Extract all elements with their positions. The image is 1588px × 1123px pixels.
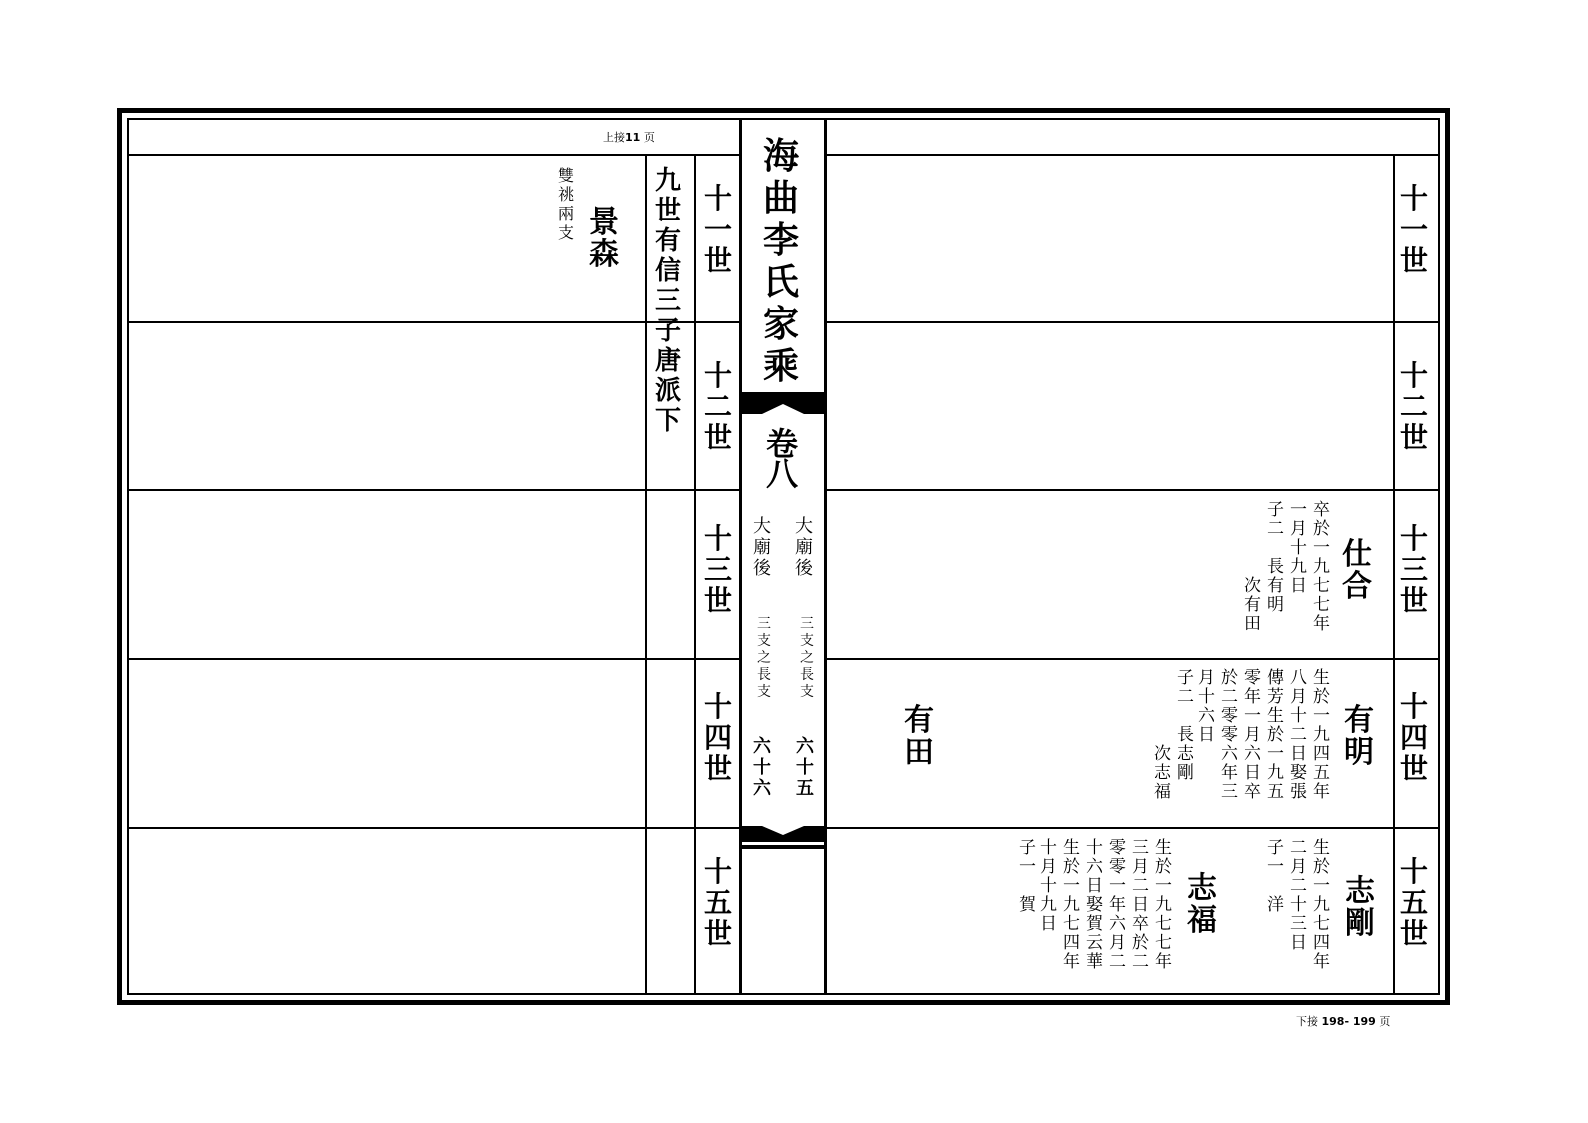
glyph: 零 <box>1221 725 1238 745</box>
glyph: 日 <box>1244 763 1261 783</box>
glyph: 十 <box>704 690 733 723</box>
glyph: 一 <box>1155 876 1172 896</box>
glyph: 一 <box>704 213 733 246</box>
glyph: 世 <box>1400 917 1429 950</box>
glyph: 年 <box>1063 952 1080 972</box>
glyph: 五 <box>1267 782 1284 802</box>
glyph: 世 <box>1400 584 1429 617</box>
glyph: 十 <box>704 359 733 392</box>
glyph: 零 <box>1109 857 1126 877</box>
right-row-line <box>826 827 1438 829</box>
glyph: 有 <box>1267 576 1284 596</box>
glyph: 卒 <box>1313 500 1330 520</box>
glyph: 三 <box>757 616 771 632</box>
glyph: 八 <box>1290 668 1307 688</box>
glyph: 九 <box>1267 763 1284 783</box>
glyph: 大 <box>795 516 813 537</box>
glyph: 兩 <box>558 204 575 223</box>
glyph: 之 <box>800 650 814 666</box>
glyph: 月 <box>1109 933 1126 953</box>
glyph: 六 <box>753 736 771 757</box>
bottom-note-suffix: 页 <box>1379 1015 1391 1028</box>
glyph: 曲 <box>763 177 800 219</box>
glyph: 景 <box>589 205 619 240</box>
glyph: 福 <box>1154 782 1171 802</box>
glyph: 月 <box>1290 857 1307 877</box>
glyph: 年 <box>1313 614 1330 634</box>
glyph: 世 <box>655 196 682 226</box>
top-note-suffix: 页 <box>643 131 655 144</box>
glyph: 七 <box>1155 914 1172 934</box>
glyph: 二 <box>1290 725 1307 745</box>
glyph: 月 <box>1290 519 1307 539</box>
glyph: 四 <box>704 721 733 754</box>
glyph: 五 <box>796 778 814 799</box>
glyph: 長 <box>757 667 771 683</box>
glyph: 十 <box>1290 538 1307 558</box>
glyph: 月 <box>1040 857 1057 877</box>
bottom-note-prefix: 下接 <box>1296 1015 1318 1028</box>
glyph: 剛 <box>1177 763 1194 783</box>
glyph: 十 <box>796 757 814 778</box>
glyph: 三 <box>1221 782 1238 802</box>
glyph: 一 <box>1267 744 1284 764</box>
glyph: 十 <box>1040 838 1057 858</box>
glyph: 年 <box>1313 782 1330 802</box>
glyph: 年 <box>1313 952 1330 972</box>
glyph: 七 <box>1063 914 1080 934</box>
glyph: 二 <box>1290 838 1307 858</box>
glyph: 七 <box>1313 914 1330 934</box>
glyph: 長 <box>800 667 814 683</box>
glyph: 有 <box>1244 595 1261 615</box>
glyph: 合 <box>1342 569 1372 604</box>
glyph: 十 <box>1400 690 1429 723</box>
glyph: 於 <box>1155 857 1172 877</box>
bottom-continuation-note <box>1296 1013 1390 1029</box>
glyph: 田 <box>1244 614 1261 634</box>
glyph: 森 <box>589 237 619 272</box>
glyph: 之 <box>757 650 771 666</box>
glyph: 剛 <box>1345 906 1375 941</box>
glyph: 十 <box>1040 876 1057 896</box>
glyph: 二 <box>1109 952 1126 972</box>
glyph: 八 <box>766 455 799 493</box>
glyph: 李 <box>763 219 800 261</box>
glyph: 信 <box>655 256 682 286</box>
glyph: 世 <box>704 244 733 277</box>
glyph: 子 <box>1267 500 1284 520</box>
glyph: 二 <box>1290 876 1307 896</box>
glyph: 派 <box>655 376 682 406</box>
glyph: 支 <box>558 223 575 242</box>
glyph: 二 <box>1132 952 1149 972</box>
glyph: 雙 <box>558 166 575 185</box>
glyph: 於 <box>1132 933 1149 953</box>
glyph: 華 <box>1086 952 1103 972</box>
glyph: 子 <box>1177 668 1194 688</box>
glyph: 支 <box>800 633 814 649</box>
glyph: 廟 <box>753 537 771 558</box>
glyph: 唐 <box>655 346 682 376</box>
glyph: 支 <box>757 633 771 649</box>
top-note-prefix: 上接 <box>603 131 625 144</box>
glyph: 一 <box>1063 876 1080 896</box>
glyph: 十 <box>1086 838 1103 858</box>
right-row-line <box>826 658 1438 660</box>
glyph: 二 <box>704 390 733 423</box>
glyph: 二 <box>1177 687 1194 707</box>
glyph: 六 <box>1244 744 1261 764</box>
glyph: 十 <box>1290 895 1307 915</box>
glyph: 大 <box>753 516 771 537</box>
glyph: 世 <box>1400 421 1429 454</box>
glyph: 家 <box>763 303 800 345</box>
glyph: 生 <box>1267 706 1284 726</box>
glyph: 有 <box>1344 703 1374 738</box>
glyph: 十 <box>753 757 771 778</box>
glyph: 九 <box>1313 725 1330 745</box>
glyph: 於 <box>1313 519 1330 539</box>
glyph: 志 <box>1154 763 1171 783</box>
glyph: 十 <box>1400 522 1429 555</box>
glyph: 日 <box>1290 576 1307 596</box>
glyph: 張 <box>1290 782 1307 802</box>
right-top-divider <box>826 154 1438 156</box>
glyph: 六 <box>1086 857 1103 877</box>
glyph: 於 <box>1267 725 1284 745</box>
right-row-line <box>826 489 1438 491</box>
glyph: 三 <box>704 553 733 586</box>
spine-ornament-bottom <box>742 826 824 850</box>
glyph: 子 <box>1267 838 1284 858</box>
glyph: 一 <box>1313 538 1330 558</box>
glyph: 日 <box>1290 933 1307 953</box>
glyph: 九 <box>1063 895 1080 915</box>
top-note-divider <box>128 154 740 156</box>
glyph: 十 <box>1400 359 1429 392</box>
glyph: 芳 <box>1267 687 1284 707</box>
glyph: 一 <box>1019 857 1036 877</box>
glyph: 志 <box>1177 744 1194 764</box>
glyph: 一 <box>1290 500 1307 520</box>
glyph: 志 <box>1187 871 1217 906</box>
glyph: 十 <box>1198 687 1215 707</box>
glyph: 於 <box>1063 857 1080 877</box>
glyph: 四 <box>1313 744 1330 764</box>
glyph: 六 <box>1221 744 1238 764</box>
glyph: 卒 <box>1132 914 1149 934</box>
glyph: 五 <box>704 886 733 919</box>
glyph: 三 <box>1290 914 1307 934</box>
left-row-line <box>128 489 740 491</box>
glyph: 月 <box>1132 857 1149 877</box>
glyph: 世 <box>1400 244 1429 277</box>
glyph: 九 <box>1290 557 1307 577</box>
glyph: 七 <box>1313 595 1330 615</box>
glyph: 子 <box>655 316 682 346</box>
glyph: 日 <box>1132 895 1149 915</box>
left-row-line <box>128 658 740 660</box>
glyph: 十 <box>704 855 733 888</box>
right-gen-col-line <box>1393 155 1395 994</box>
glyph: 九 <box>1313 895 1330 915</box>
bottom-note-pages: 198- 199 <box>1321 1015 1376 1028</box>
glyph: 一 <box>1313 706 1330 726</box>
glyph: 月 <box>1244 725 1261 745</box>
glyph: 乘 <box>763 345 800 387</box>
glyph: 六 <box>753 778 771 799</box>
glyph: 卷 <box>766 425 799 463</box>
glyph: 長 <box>1177 725 1194 745</box>
glyph: 次 <box>1154 744 1171 764</box>
glyph: 九 <box>655 166 682 196</box>
glyph: 賀 <box>1086 914 1103 934</box>
glyph: 十 <box>1400 182 1429 215</box>
glyph: 三 <box>1400 553 1429 586</box>
glyph: 一 <box>1109 876 1126 896</box>
glyph: 一 <box>1400 213 1429 246</box>
glyph: 於 <box>1221 668 1238 688</box>
left-branch-col-line <box>645 155 647 994</box>
glyph: 十 <box>1290 706 1307 726</box>
glyph: 零 <box>1109 838 1126 858</box>
glyph: 月 <box>1290 687 1307 707</box>
glyph: 世 <box>704 752 733 785</box>
glyph: 三 <box>800 616 814 632</box>
glyph: 氏 <box>763 261 800 303</box>
glyph: 年 <box>1109 895 1126 915</box>
spine-ornament-top <box>742 396 824 418</box>
glyph: 五 <box>1313 763 1330 783</box>
glyph: 月 <box>1198 668 1215 688</box>
glyph: 有 <box>655 226 682 256</box>
glyph: 洋 <box>1267 895 1284 915</box>
glyph: 六 <box>1198 706 1215 726</box>
glyph: 日 <box>1040 914 1057 934</box>
glyph: 傳 <box>1267 668 1284 688</box>
glyph: 於 <box>1313 857 1330 877</box>
glyph: 世 <box>704 917 733 950</box>
glyph: 零 <box>1221 706 1238 726</box>
glyph: 田 <box>904 735 934 770</box>
glyph: 卒 <box>1244 782 1261 802</box>
glyph: 十 <box>704 522 733 555</box>
glyph: 支 <box>757 684 771 700</box>
glyph: 後 <box>753 558 771 579</box>
glyph: 四 <box>1313 933 1330 953</box>
glyph: 生 <box>1313 838 1330 858</box>
glyph: 下 <box>655 406 682 436</box>
glyph: 明 <box>1267 595 1284 615</box>
glyph: 零 <box>1244 668 1261 688</box>
glyph: 二 <box>1132 876 1149 896</box>
glyph: 六 <box>1109 914 1126 934</box>
glyph: 一 <box>1267 857 1284 877</box>
glyph: 日 <box>1198 725 1215 745</box>
glyph: 生 <box>1313 668 1330 688</box>
glyph: 十 <box>1400 855 1429 888</box>
glyph: 志 <box>1345 874 1375 909</box>
glyph: 年 <box>1221 763 1238 783</box>
glyph: 祧 <box>558 185 575 204</box>
glyph: 世 <box>704 421 733 454</box>
glyph: 云 <box>1086 933 1103 953</box>
glyph: 娶 <box>1290 763 1307 783</box>
glyph: 七 <box>1155 933 1172 953</box>
glyph: 明 <box>1344 735 1374 770</box>
glyph: 娶 <box>1086 895 1103 915</box>
glyph: 於 <box>1313 687 1330 707</box>
glyph: 二 <box>1221 687 1238 707</box>
glyph: 一 <box>1313 876 1330 896</box>
glyph: 五 <box>1400 886 1429 919</box>
glyph: 生 <box>1063 838 1080 858</box>
glyph: 九 <box>1040 895 1057 915</box>
glyph: 日 <box>1290 744 1307 764</box>
glyph: 年 <box>1155 952 1172 972</box>
glyph: 福 <box>1187 903 1217 938</box>
glyph: 三 <box>655 286 682 316</box>
glyph: 支 <box>800 684 814 700</box>
glyph: 長 <box>1267 557 1284 577</box>
glyph: 日 <box>1086 876 1103 896</box>
glyph: 七 <box>1313 576 1330 596</box>
glyph: 生 <box>1155 838 1172 858</box>
glyph: 年 <box>1244 687 1261 707</box>
left-row-line <box>128 827 740 829</box>
glyph: 有 <box>904 703 934 738</box>
glyph: 二 <box>1267 519 1284 539</box>
left-row-line <box>128 321 740 323</box>
top-note-page: 11 <box>625 131 641 144</box>
left-branch-col-line <box>694 155 696 994</box>
glyph: 四 <box>1063 933 1080 953</box>
glyph: 二 <box>1400 390 1429 423</box>
glyph: 三 <box>1132 838 1149 858</box>
glyph: 九 <box>1155 895 1172 915</box>
glyph: 仕 <box>1342 537 1372 572</box>
glyph: 賀 <box>1019 895 1036 915</box>
glyph: 六 <box>796 736 814 757</box>
glyph: 子 <box>1019 838 1036 858</box>
glyph: 廟 <box>795 537 813 558</box>
glyph: 十 <box>704 182 733 215</box>
glyph: 九 <box>1313 557 1330 577</box>
glyph: 海 <box>763 135 800 177</box>
glyph: 後 <box>795 558 813 579</box>
top-continuation-note <box>603 129 655 145</box>
glyph: 一 <box>1244 706 1261 726</box>
glyph: 世 <box>1400 752 1429 785</box>
right-row-line <box>826 321 1438 323</box>
glyph: 四 <box>1400 721 1429 754</box>
glyph: 次 <box>1244 576 1261 596</box>
glyph: 世 <box>704 584 733 617</box>
